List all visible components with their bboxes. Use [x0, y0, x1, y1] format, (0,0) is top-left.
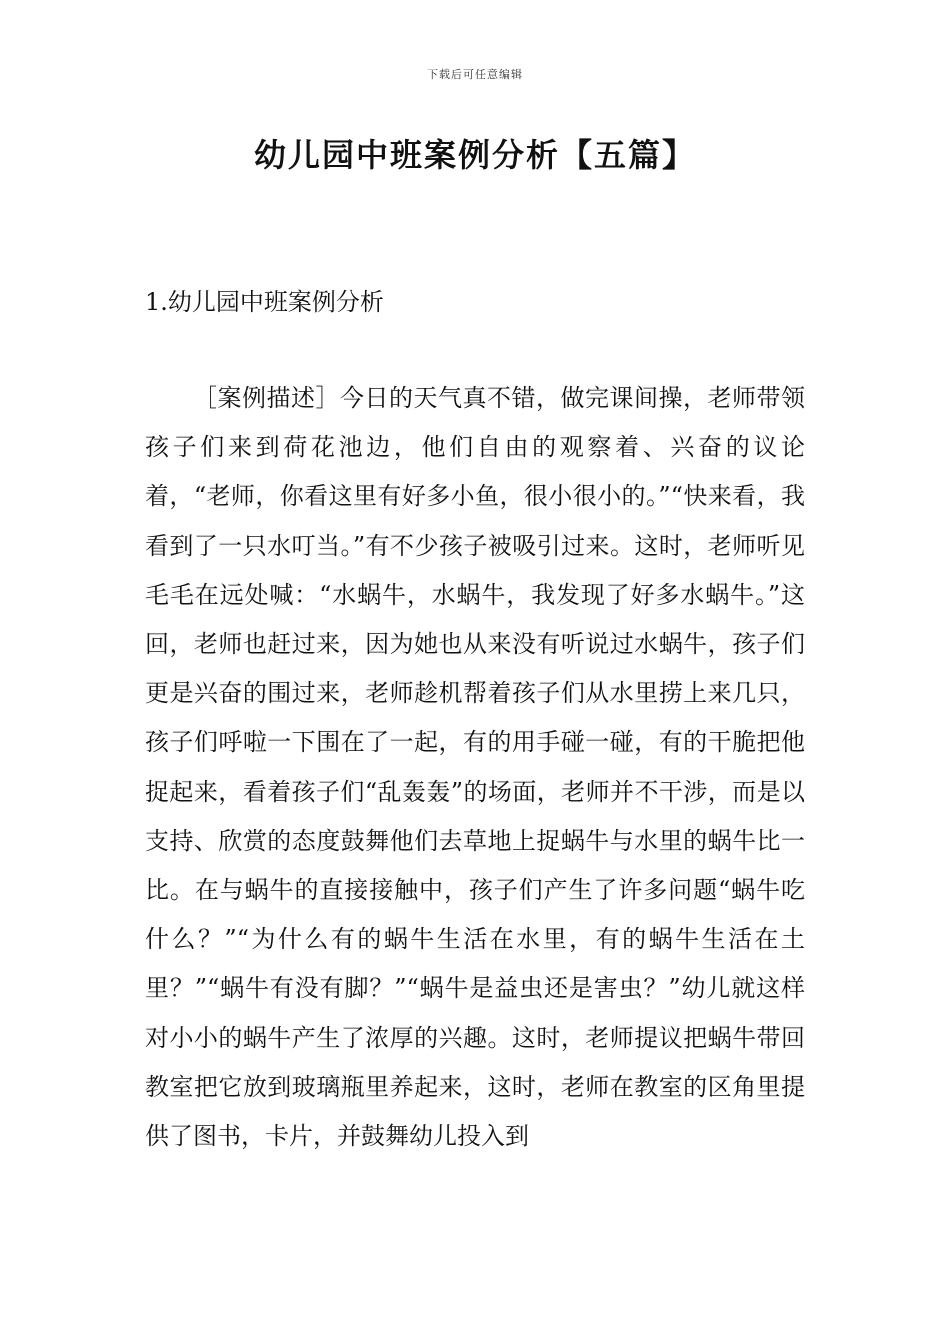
header-note: 下载后可任意编辑 [427, 68, 523, 81]
body-paragraph: ［案例描述］今日的天气真不错，做完课间操，老师带领孩子们来到荷花池边，他们自由的观察着、兴奋的议论着，“老师，你看这里有好多小鱼，很小很小的。”“快来看，我看到了一只水叮当。”有不少孩子被吸引过来。这时，老师听见毛毛在远处喊：“水蜗牛，水蜗牛，我发现了好多水蜗牛。”这回，老师也赶过来，因为她也从来没有听说过水蜗牛，孩子们更是兴奋的围过来，老师趁机帮着孩子们从水里捞上来几只，孩子们呼啦一下围在了一起，有的用手碰一碰，有的干脆把他捉起来，看着孩子们“乱轰轰”的场面，老师并不干涉，而是以支持、欣赏的态度鼓舞他们去草地上捉蜗牛与水里的蜗牛比一比。在与蜗牛的直接接触中，孩子们产生了许多问题“蜗牛吃什么？”“为什么有的蜗牛生活在水里，有的蜗牛生活在土里？”“蜗牛有没有脚？”“蜗牛是益虫还是害虫？”幼儿就这样对小小的蜗牛产生了浓厚的兴趣。这时，老师提议把蜗牛带回教室把它放到玻璃瓶里养起来，这时，老师在教室的区角里提供了图书，卡片，并鼓舞幼儿投入到 [145, 384, 805, 1151]
document-title: 幼儿园中班案例分析【五篇】 [253, 136, 696, 174]
section-heading: 1.幼儿园中班案例分析 [145, 288, 384, 316]
